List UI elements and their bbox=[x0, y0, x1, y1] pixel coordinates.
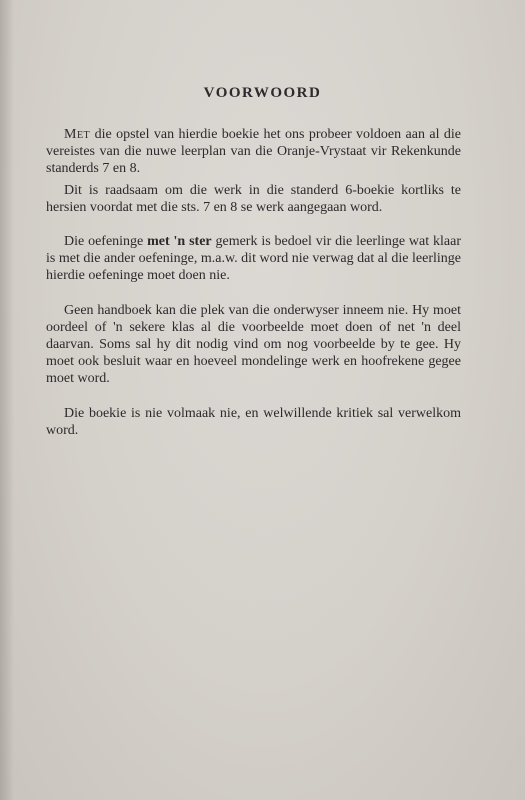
paragraph-2: Dit is raadsaam om die werk in die standerd 6-boekie kortliks te hersien voordat met die sts. 7 en 8 se werk aangegaan word. bbox=[46, 183, 461, 215]
preface-body bbox=[46, 126, 461, 439]
paragraph-4: Geen handboek kan die plek van die onderwyser inneem nie. Hy moet oordeel of 'n sekere klas al die voorbeelde moet doen of net 'n deel daarvan. Soms sal hy dit nodig vind om nog voorbeelde by te gee. Hy moet ook besluit waar en hoeveel mondelinge werk en hoofrekene gegee moet word. bbox=[46, 303, 461, 386]
paragraph-1-lead: Met bbox=[64, 127, 91, 142]
paragraph-1 bbox=[46, 126, 461, 177]
paragraph-3 bbox=[46, 233, 461, 284]
paragraph-3-text-a: Die oefeninge bbox=[64, 234, 148, 249]
paragraph-3-text-b: gemerk is bedoel vir die leerlinge wat klaar is met die ander oefeninge, m.a.w. dit word nie verwag dat al die leerlinge hierdie oefeninge moet doen nie. bbox=[46, 234, 461, 283]
page-shadow bbox=[0, 0, 14, 800]
paragraph-3-emphasis: met 'n ster bbox=[147, 234, 212, 249]
paragraph-5: Die boekie is nie volmaak nie, en welwillende kritiek sal verwelkom word. bbox=[46, 406, 461, 438]
page-title: VOORWOORD bbox=[203, 85, 322, 101]
paragraph-1-text: die opstel van hierdie boekie het ons probeer voldoen aan al die vereistes van die nuwe leerplan van die Oranje-Vrystaat vir Rekenkunde standerds 7 en 8. bbox=[46, 127, 461, 176]
